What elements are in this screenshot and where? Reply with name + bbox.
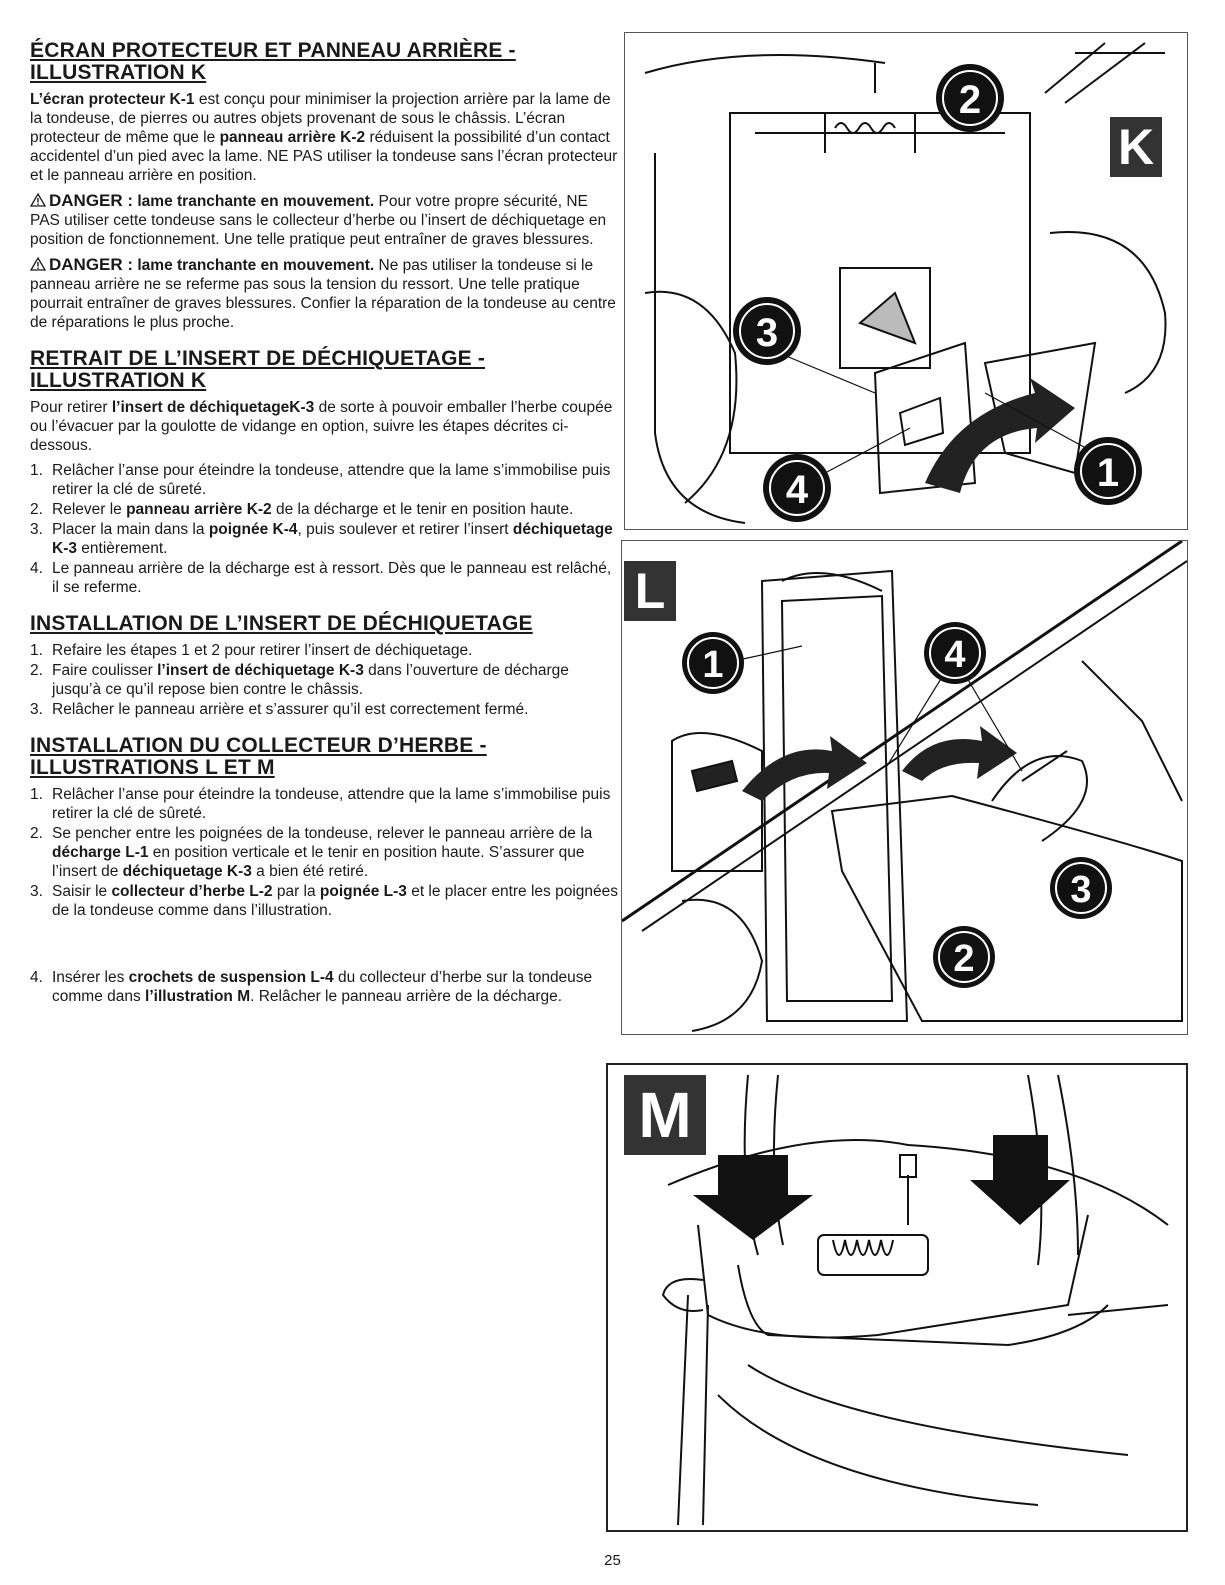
paragraph: Pour retirer l’insert de déchiquetageK-3 de sorte à pouvoir emballer l’herbe coupée ou l’évacuer par la goulotte de vidange en option, suivre les étapes décrites ci-dessous. — [30, 399, 613, 454]
warning-icon — [30, 193, 46, 207]
svg-text:3: 3 — [755, 311, 779, 355]
paragraph: L’écran protecteur K-1 est conçu pour minimiser la projection arrière par la lame de la tondeuse, de pierres ou autres objets provenant de sous le châssis. L’écran protecteur de même que le panneau arrière K-2 réduisent la possibilité d’un contact accidentel d’un pied avec la lame. NE PAS utiliser la tondeuse sans l’écran protecteur et le panneau arrière en position. — [30, 91, 618, 184]
section-installation-insert — [30, 613, 620, 719]
callout-4 — [763, 454, 831, 522]
figure-l — [621, 540, 1188, 1035]
section-ecran-protecteur — [30, 40, 620, 332]
list-item: 3. Saisir le collecteur d’herbe L-2 par la poignée L-3 et le placer entre les poignées de la tondeuse comme dans l’illustration. — [30, 883, 618, 919]
list-item: 3. Relâcher le panneau arrière et s’assurer qu’il est correctement fermé. — [30, 701, 529, 718]
figure-label: K — [1110, 117, 1162, 177]
svg-text:4: 4 — [785, 468, 809, 512]
section-title: INSTALLATION DU COLLECTEUR D’HERBE - ILLUSTRATIONS L ET M — [30, 734, 487, 779]
callout-3 — [733, 297, 801, 365]
list-item: 4. Insérer les crochets de suspension L-4 du collecteur d’herbe sur la tondeuse comme dans l’illustration M. Relâcher le panneau arrière de la décharge. — [30, 969, 593, 1005]
svg-text:4: 4 — [944, 634, 966, 676]
figure-m — [606, 1063, 1188, 1532]
text-column — [30, 40, 620, 1022]
steps-list — [30, 461, 620, 597]
callout-1 — [682, 632, 744, 694]
list-item: 1. Refaire les étapes 1 et 2 pour retirer l’insert de déchiquetage. — [30, 642, 473, 659]
svg-text:2: 2 — [953, 938, 975, 980]
section-title: RETRAIT DE L’INSERT DE DÉCHIQUETAGE - ILLUSTRATION K — [30, 347, 486, 392]
section-title: INSTALLATION DE L’INSERT DE DÉCHIQUETAGE — [30, 612, 533, 635]
section-retrait-insert — [30, 348, 620, 597]
svg-text:1: 1 — [1096, 451, 1120, 495]
list-item: 1. Relâcher l’anse pour éteindre la tondeuse, attendre que la lame s’immobilise puis retirer la clé de sûreté. — [30, 462, 611, 498]
figure-k — [624, 32, 1188, 530]
list-item: 4. Le panneau arrière de la décharge est à ressort. Dès que le panneau est relâché, il se referme. — [30, 560, 612, 596]
figure-label: M — [624, 1075, 706, 1155]
callout-1 — [1074, 437, 1142, 505]
callout-2 — [933, 926, 995, 988]
figure-l-callouts — [622, 541, 1187, 1034]
list-item: 3. Placer la main dans la poignée K-4, puis soulever et retirer l’insert déchiquetage K-3 entièrement. — [30, 521, 613, 557]
callout-4 — [924, 622, 986, 684]
section-installation-collecteur — [30, 735, 620, 1006]
danger-notice: DANGER : lame tranchante en mouvement. Pour votre propre sécurité, NE PAS utiliser cette tondeuse sans le collecteur d’herbe ou l’insert de déchiquetage en position de fonctionnement. Une telle pratique peut entraîner de graves blessures. — [30, 191, 607, 248]
section-title: ÉCRAN PROTECTEUR ET PANNEAU ARRIÈRE - ILLUSTRATION K — [30, 39, 516, 84]
danger-notice: DANGER : lame tranchante en mouvement. Ne pas utiliser la tondeuse si le panneau arrière ne se referme pas sous la tension du ressort. Une telle pratique pourrait entraîner de graves blessures. Confier la réparation de la tondeuse au centre de réparations le plus proche. — [30, 255, 616, 331]
list-item: 2. Relever le panneau arrière K-2 de la décharge et le tenir en position haute. — [30, 501, 574, 518]
svg-text:1: 1 — [702, 644, 724, 686]
list-item: 1. Relâcher l’anse pour éteindre la tondeuse, attendre que la lame s’immobilise puis retirer la clé de sûreté. — [30, 786, 611, 822]
svg-text:3: 3 — [1070, 869, 1092, 911]
warning-icon — [30, 257, 46, 271]
steps-list — [30, 785, 620, 1006]
figure-k-callouts — [625, 33, 1187, 529]
list-item: 2. Se pencher entre les poignées de la tondeuse, relever le panneau arrière de la décharge L-1 en position verticale et le tenir en position haute. S’assurer que l’insert de déchiquetage K-3 a bien été retiré. — [30, 825, 593, 880]
list-item: 2. Faire coulisser l’insert de déchiquetage K-3 dans l’ouverture de décharge jusqu’à ce qu’il repose bien contre le châssis. — [30, 662, 569, 698]
figure-label: L — [624, 561, 676, 621]
callout-2 — [936, 64, 1004, 132]
page-number: 25 — [604, 1552, 621, 1569]
callout-3 — [1050, 857, 1112, 919]
steps-list — [30, 641, 620, 719]
svg-text:2: 2 — [958, 78, 982, 122]
